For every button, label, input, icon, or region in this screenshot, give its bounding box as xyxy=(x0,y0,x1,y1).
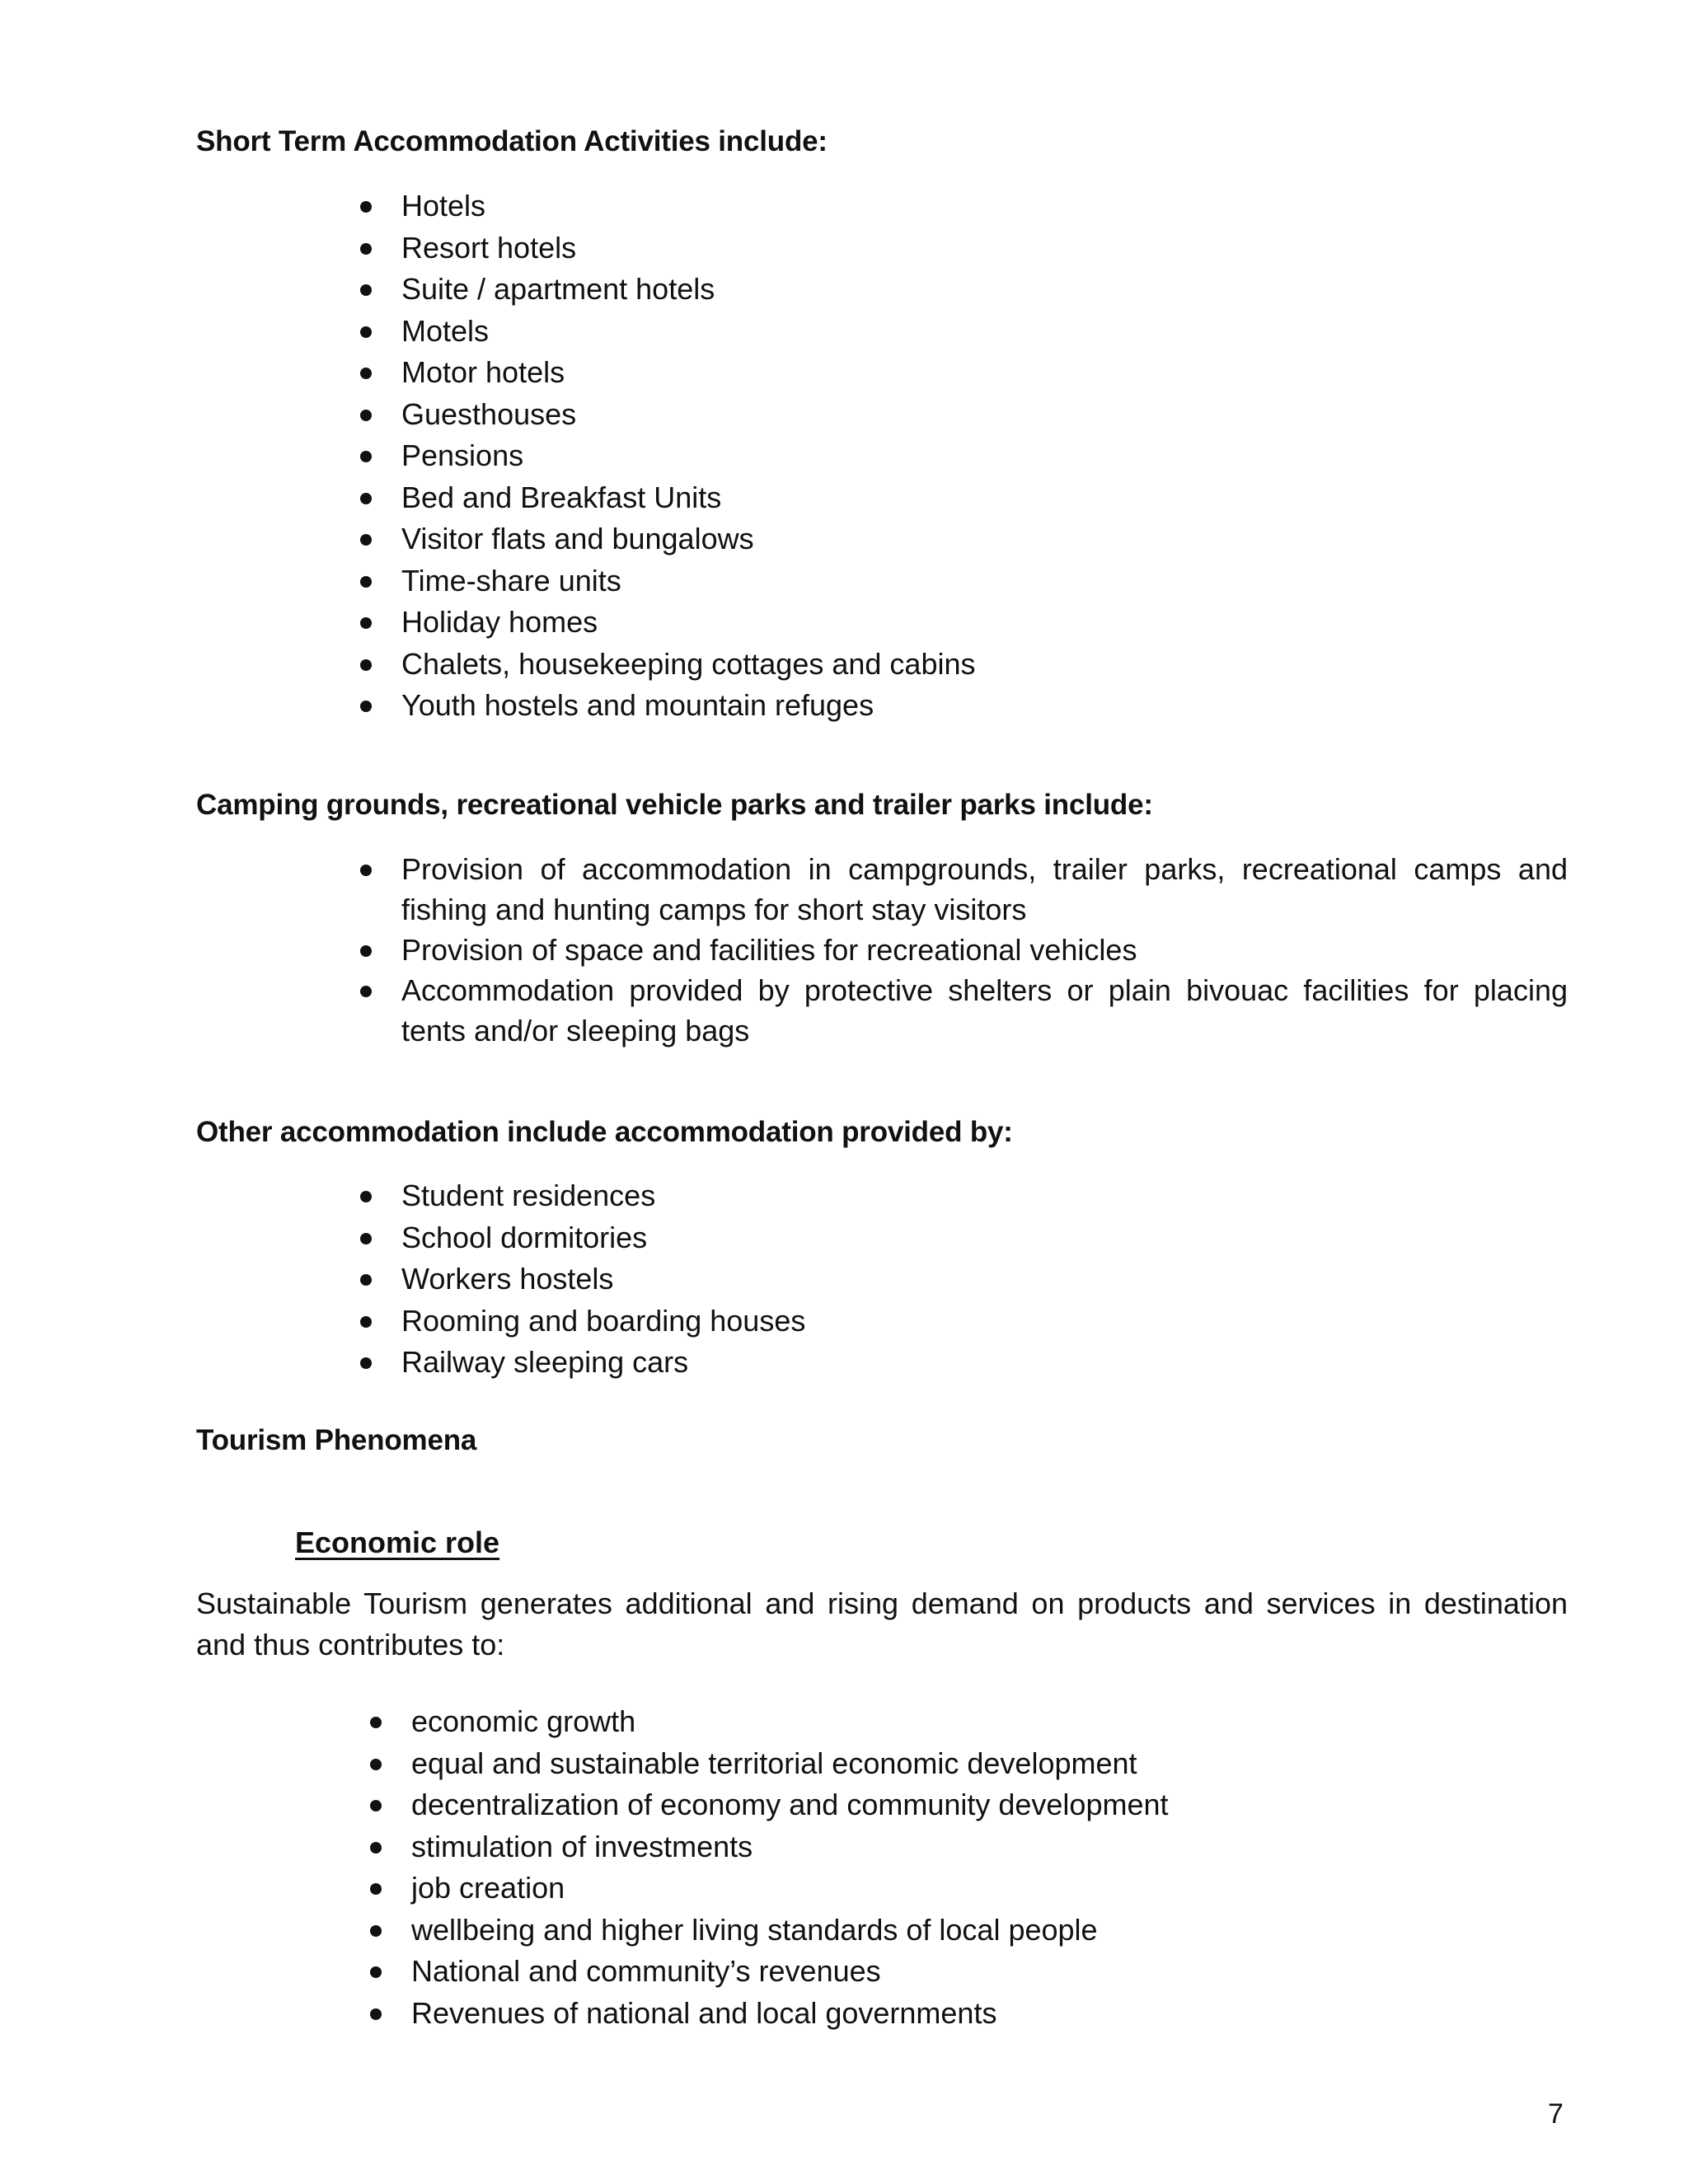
bullet-icon xyxy=(360,201,372,213)
list-item: job creation xyxy=(411,1868,1568,1910)
list-item: Resort hotels xyxy=(401,227,1568,269)
list-item: Rooming and boarding houses xyxy=(401,1301,1568,1343)
heading-tourism-phenomena: Tourism Phenomena xyxy=(196,1424,477,1456)
bullet-icon xyxy=(360,865,372,876)
bullet-icon xyxy=(360,1274,372,1286)
list-item: Holiday homes xyxy=(401,602,1568,644)
list-item: Time-share units xyxy=(401,560,1568,602)
list-item: decentralization of economy and community development xyxy=(411,1784,1568,1826)
heading-other-accommodation: Other accommodation include accommodation provided by: xyxy=(196,1116,1013,1148)
list-item: National and community’s revenues xyxy=(411,1951,1568,1993)
heading-short-term-accommodation: Short Term Accommodation Activities include: xyxy=(196,125,828,157)
bullet-icon xyxy=(370,1966,382,1978)
list-item: Motels xyxy=(401,311,1568,353)
list-item: Suite / apartment hotels xyxy=(401,269,1568,311)
list-item: Visitor flats and bungalows xyxy=(401,518,1568,560)
list-item: economic growth xyxy=(411,1701,1568,1743)
bullet-icon xyxy=(370,1883,382,1895)
bullet-icon xyxy=(360,326,372,338)
list-item: Accommodation provided by protective shelters or plain bivouac facilities for placing tents and/or sleeping bags xyxy=(401,970,1568,1051)
bullet-icon xyxy=(360,986,372,997)
bullet-icon xyxy=(370,2008,382,2020)
heading-camping-grounds: Camping grounds, recreational vehicle parks and trailer parks include: xyxy=(196,789,1153,821)
bullet-icon xyxy=(360,576,372,588)
list-item: stimulation of investments xyxy=(411,1826,1568,1868)
list-camping-grounds xyxy=(401,849,1568,1051)
list-item: Guesthouses xyxy=(401,394,1568,436)
bullet-icon xyxy=(370,1842,382,1854)
bullet-icon xyxy=(370,1925,382,1937)
list-item: equal and sustainable territorial economic development xyxy=(411,1743,1568,1785)
bullet-icon xyxy=(360,534,372,546)
bullet-icon xyxy=(360,659,372,671)
page-number: 7 xyxy=(1548,2098,1564,2130)
list-short-term-accommodation xyxy=(401,185,1568,727)
bullet-icon xyxy=(360,1233,372,1244)
list-item: Student residences xyxy=(401,1175,1568,1217)
bullet-icon xyxy=(370,1800,382,1811)
bullet-icon xyxy=(360,368,372,379)
bullet-icon xyxy=(370,1717,382,1728)
list-item: Bed and Breakfast Units xyxy=(401,477,1568,519)
list-item: Pensions xyxy=(401,435,1568,477)
list-other-accommodation xyxy=(401,1175,1568,1384)
paragraph-sustainable-tourism: Sustainable Tourism generates additional and rising demand on products and services in destination and thus contributes to: xyxy=(196,1586,1568,1661)
list-item: Youth hostels and mountain refuges xyxy=(401,685,1568,727)
list-item: Revenues of national and local governments xyxy=(411,1993,1568,2035)
bullet-icon xyxy=(370,1759,382,1770)
list-item: Hotels xyxy=(401,185,1568,227)
bullet-icon xyxy=(360,410,372,421)
bullet-icon xyxy=(360,1357,372,1369)
list-item: Chalets, housekeeping cottages and cabins xyxy=(401,644,1568,686)
list-economic-contributions xyxy=(411,1701,1568,2034)
bullet-icon xyxy=(360,1316,372,1328)
list-item: Railway sleeping cars xyxy=(401,1342,1568,1384)
bullet-icon xyxy=(360,617,372,629)
bullet-icon xyxy=(360,451,372,462)
list-item: School dormitories xyxy=(401,1217,1568,1259)
list-item: Motor hotels xyxy=(401,352,1568,394)
list-item: Provision of space and facilities for recreational vehicles xyxy=(401,930,1568,970)
bullet-icon xyxy=(360,945,372,957)
subheading-economic-role: Economic role xyxy=(295,1526,500,1559)
list-item: Workers hostels xyxy=(401,1258,1568,1301)
bullet-icon xyxy=(360,701,372,712)
list-item: Provision of accommodation in campgrounds, trailer parks, recreational camps and fishing and hunting camps for short stay visitors xyxy=(401,849,1568,930)
list-item: wellbeing and higher living standards of local people xyxy=(411,1910,1568,1952)
bullet-icon xyxy=(360,493,372,504)
bullet-icon xyxy=(360,1191,372,1202)
bullet-icon xyxy=(360,284,372,296)
bullet-icon xyxy=(360,243,372,255)
